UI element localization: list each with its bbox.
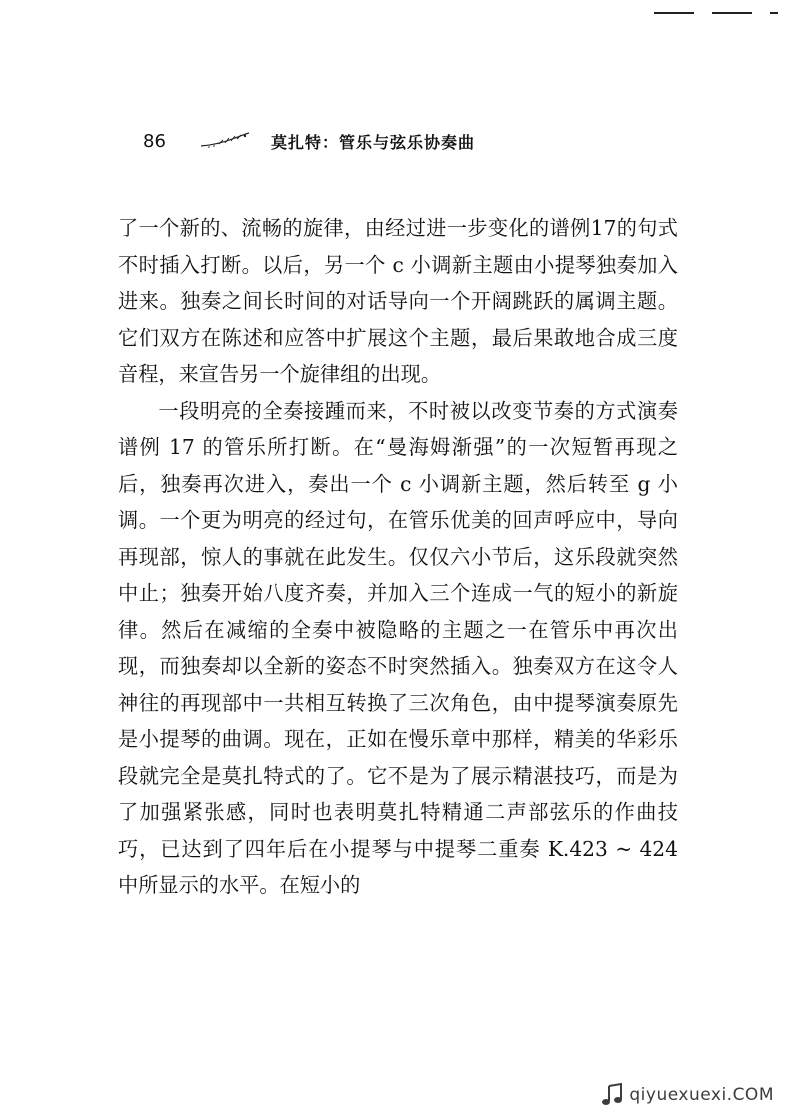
watermark	[599, 1082, 774, 1108]
paragraph: 了一个新的、流畅的旋律，由经过进一步变化的谱例17的句式不时插入打断。以后，另一个 c 小调新主题由小提琴独奏加入进来。独奏之间长时间的对话导向一个开阔跳跃的属调主题。它们双方在陈述和应答中扩展这个主题，最后果敢地合成三度音程，来宣告另一个旋律组的出现。	[118, 216, 678, 386]
page-number: 86	[143, 130, 166, 152]
top-rule	[712, 12, 752, 14]
music-note-icon	[599, 1082, 625, 1108]
running-title: 莫扎特：管乐与弦乐协奏曲	[271, 132, 476, 152]
body-text	[118, 210, 678, 904]
top-rule	[654, 12, 694, 14]
top-edge-marks	[654, 12, 778, 14]
running-head	[143, 126, 794, 156]
top-rule	[770, 12, 778, 14]
paragraph: 一段明亮的全奏接踵而来，不时被以改变节奏的方式演奏谱例 17 的管乐所打断。在“曼海姆渐强”的一次短暂再现之后，独奏再次进入，奏出一个 c 小调新主题，然后转至 g 小调。一个更为明亮的经过句，在管乐优美的回声呼应中，导向再现部，惊人的事就在此发生。仅仅六小节后，这乐段就突然中止；独奏开始八度齐奏，并加入三个连成一气的短小的新旋律。然后在减缩的全奏中被隐略的主题之一在管乐中再次出现，而独奏却以全新的姿态不时突然插入。独奏双方在这令人神往的再现部中一共相互转换了三次角色，由中提琴演奏原先是小提琴的曲调。现在，正如在慢乐章中那样，精美的华彩乐段就完全是莫扎特式的了。它不是为了展示精湛技巧，而是为了加强紧张感，同时也表明莫扎特精通二声部弦乐的作曲技巧，已达到了四年后在小提琴与中提琴二重奏 K.423 ~ 424 中所显示的水平。在短小的	[118, 398, 678, 897]
quill-flourish-icon	[199, 132, 251, 150]
watermark-text: qiyuexuexi.COM	[629, 1085, 774, 1105]
